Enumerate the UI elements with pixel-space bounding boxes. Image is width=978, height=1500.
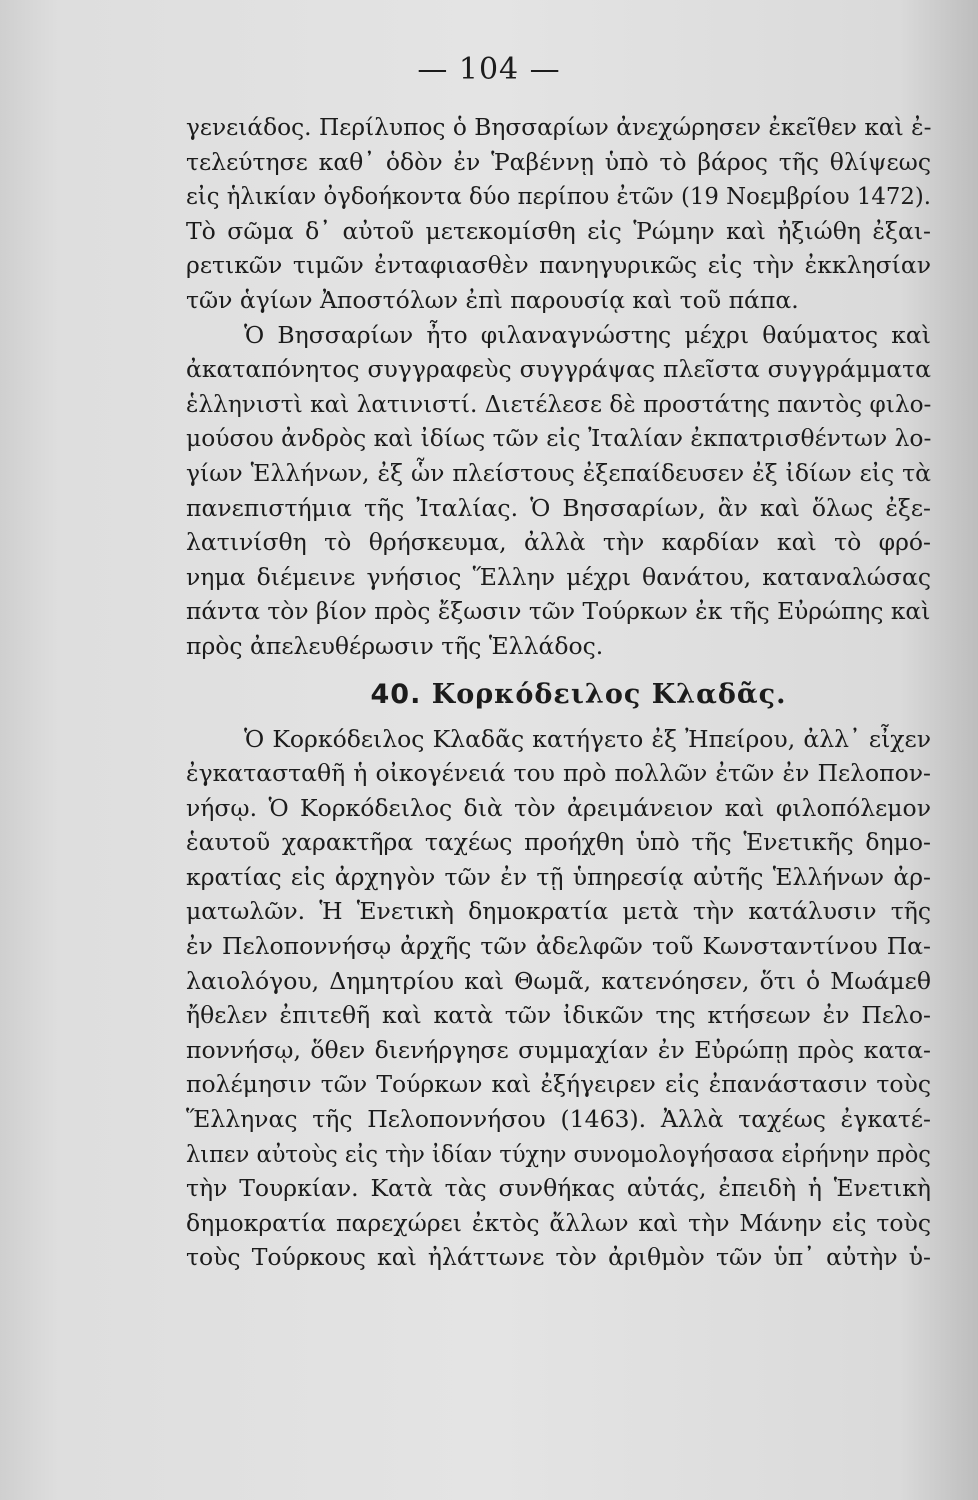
text-line: Ὁ Κορκόδειλος Κλαδᾶς κατήγετο ἐξ Ἠπείρου, ἀλλ᾿ εἶχεν (244, 724, 931, 753)
text-line: τὴν Τουρκίαν. Κατὰ τὰς συνθήκας αὐτάς, ἐπειδὴ ἡ Ἑνετικὴ (186, 1174, 931, 1203)
text-line: εἰς ἡλικίαν ὀγδοήκοντα δύο περίπου ἐτῶν (19 Νοεμβρίου 1472). (186, 182, 931, 211)
text-line: μούσου ἀνδρὸς καὶ ἰδίως τῶν εἰς Ἰταλίαν ἐκπατρισθέντων λο- (186, 424, 932, 453)
section-number: 40. (370, 678, 422, 710)
text-line: λατινίσθη τὸ θρήσκευμα, ἀλλὰ τὴν καρδίαν καὶ τὸ φρό- (186, 528, 931, 557)
text-line: ἐν Πελοποννήσῳ ἀρχῆς τῶν ἀδελφῶν τοῦ Κωνσταντίνου Πα- (186, 932, 931, 961)
text-line: ρετικῶν τιμῶν ἐνταφιασθὲν πανηγυρικῶς εἰς τὴν ἐκκλησίαν (186, 251, 931, 280)
text-line: πρὸς ἀπελευθέρωσιν τῆς Ἑλλάδος. (186, 631, 604, 660)
text-line: τῶν ἁγίων Ἀποστόλων ἐπὶ παρουσίᾳ καὶ τοῦ πάπα. (186, 285, 799, 314)
text-line: Ἕλληνας τῆς Πελοποννήσου (1463). Ἀλλὰ ταχέως ἐγκατέ- (186, 1105, 931, 1134)
text-line: πάντα τὸν βίον πρὸς ἔξωσιν τῶν Τούρκων ἐκ τῆς Εὐρώπης καὶ (186, 597, 931, 626)
text-line: γίων Ἑλλήνων, ἐξ ὧν πλείστους ἐξεπαίδευσεν ἐξ ἰδίων εἰς τὰ (186, 458, 931, 487)
text-line: ἤθελεν ἐπιτεθῆ καὶ κατὰ τῶν ἰδικῶν της κτήσεων ἐν Πελο- (186, 1001, 931, 1030)
section-title: Κορκόδειλος Κλαδᾶς. (431, 678, 787, 710)
text-line: ματωλῶν. Ἡ Ἑνετικὴ δημοκρατία μετὰ τὴν κατάλυσιν τῆς (186, 897, 931, 926)
text-line: Ὁ Βησσαρίων ἦτο φιλαναγνώστης μέχρι θαύματος καὶ (244, 320, 931, 349)
text-line: κρατίας εἰς ἀρχηγὸν τῶν ἐν τῇ ὑπηρεσίᾳ αὐτῆς Ἑλλήνων ἀρ- (186, 862, 931, 891)
text-line: ἀκαταπόνητος συγγραφεὺς συγγράψας πλεῖστα συγγράμματα (186, 355, 931, 384)
text-line: δημοκρατία παρεχώρει ἐκτὸς ἄλλων καὶ τὴν Μάνην εἰς τοὺς (186, 1208, 931, 1237)
page-number: — 104 — (417, 52, 561, 87)
text-line: πανεπιστήμια τῆς Ἰταλίας. Ὁ Βησσαρίων, ἂν καὶ ὅλως ἐξε- (186, 493, 931, 522)
text-line: λιπεν αὐτοὺς εἰς τὴν ἰδίαν τύχην συνομολογήσασα εἰρήνην πρὸς (186, 1139, 931, 1168)
text-line: ἐγκατασταθῆ ἡ οἰκογένειά του πρὸ πολλῶν ἐτῶν ἐν Πελοπον- (186, 759, 931, 788)
section-heading (186, 664, 931, 722)
text-line: τοὺς Τούρκους καὶ ἠλάττωνε τὸν ἀριθμὸν τῶν ὑπ᾿ αὐτὴν ὑ- (186, 1243, 931, 1272)
body-text (186, 110, 931, 1275)
text-line: τελεύτησε καθ᾿ ὁδὸν ἐν Ῥαβέννῃ ὑπὸ τὸ βάρος τῆς θλίψεως (186, 147, 931, 176)
text-line: ἑαυτοῦ χαρακτῆρα ταχέως προήχθη ὑπὸ τῆς Ἑνετικῆς δημο- (186, 828, 931, 857)
text-line: λαιολόγου, Δημητρίου καὶ Θωμᾶ, κατενόησεν, ὅτι ὁ Μωάμεθ (186, 966, 931, 995)
text-line: γενειάδος. Περίλυπος ὁ Βησσαρίων ἀνεχώρησεν ἐκεῖθεν καὶ ἐ- (186, 113, 932, 141)
text-line: ποννήσῳ, ὅθεν διενήργησε συμμαχίαν ἐν Εὐρώπῃ πρὸς κατα- (186, 1035, 931, 1064)
text-line: ἑλληνιστὶ καὶ λατινιστί. Διετέλεσε δὲ προστάτης παντὸς φιλο- (186, 389, 932, 418)
text-line: νημα διέμεινε γνήσιος Ἕλλην μέχρι θανάτου, καταναλώσας (186, 562, 931, 591)
text-line: νήσῳ. Ὁ Κορκόδειλος διὰ τὸν ἀρειμάνειον καὶ φιλοπόλεμον (186, 793, 931, 822)
text-line: πολέμησιν τῶν Τούρκων καὶ ἐξήγειρεν εἰς ἐπανάστασιν τοὺς (186, 1070, 931, 1099)
text-line: Τὸ σῶμα δ᾿ αὐτοῦ μετεκομίσθη εἰς Ῥώμην καὶ ἠξιώθη ἐξαι- (186, 216, 931, 245)
